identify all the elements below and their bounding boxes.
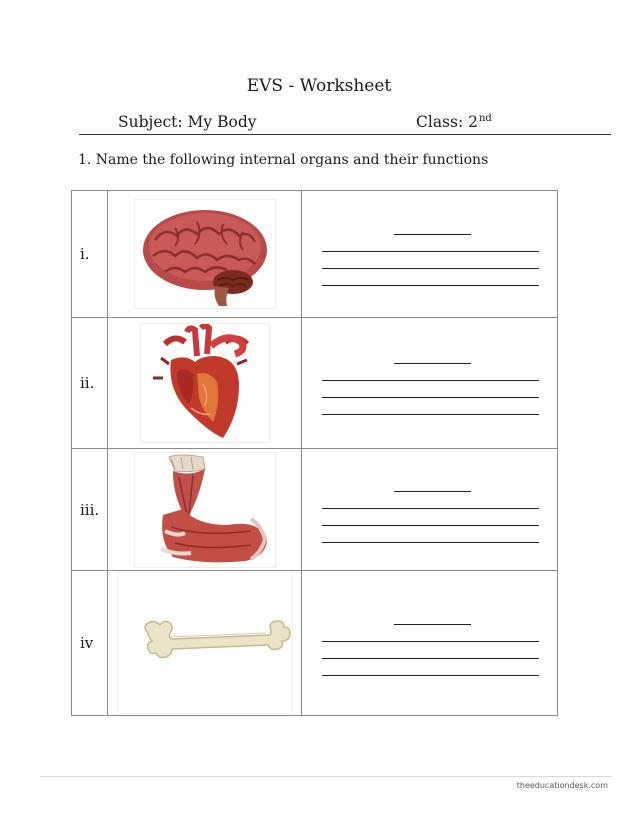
brain-image <box>134 199 276 309</box>
arm-muscles-image <box>134 452 276 568</box>
answer-line[interactable] <box>322 251 539 252</box>
class-text: Class: 2 <box>416 113 478 131</box>
answer-line[interactable] <box>322 675 539 676</box>
answer-name-line[interactable] <box>394 624 471 625</box>
row-number: iv <box>72 571 108 716</box>
answer-line[interactable] <box>322 641 539 642</box>
answer-line[interactable] <box>322 658 539 659</box>
answer-line[interactable] <box>322 525 539 526</box>
heart-image <box>140 323 270 443</box>
image-cell <box>108 449 302 571</box>
answer-line[interactable] <box>322 285 539 286</box>
image-cell <box>108 318 302 449</box>
row-number: iii. <box>72 449 108 571</box>
answer-line[interactable] <box>322 397 539 398</box>
image-cell <box>108 571 302 716</box>
image-cell <box>108 191 302 318</box>
bone-image <box>117 572 293 714</box>
table-row <box>72 318 558 449</box>
worksheet-table <box>71 190 558 716</box>
header-divider <box>79 134 611 135</box>
answer-name-line[interactable] <box>394 234 471 235</box>
page-title: EVS - Worksheet <box>246 76 392 96</box>
answer-line[interactable] <box>322 542 539 543</box>
table-row <box>72 191 558 318</box>
subject-label: Subject: My Body <box>118 113 257 131</box>
footer-text: theeducationdesk.com <box>516 781 608 790</box>
table-row <box>72 449 558 571</box>
answer-line[interactable] <box>322 268 539 269</box>
class-superscript: nd <box>478 113 492 124</box>
answer-cell <box>302 191 558 318</box>
question-text: 1. Name the following internal organs and their functions <box>78 152 489 168</box>
answer-name-line[interactable] <box>394 491 471 492</box>
row-number: i. <box>72 191 108 318</box>
row-number: ii. <box>72 318 108 449</box>
answer-cell <box>302 318 558 449</box>
table-row <box>72 571 558 716</box>
answer-line[interactable] <box>322 380 539 381</box>
answer-cell <box>302 571 558 716</box>
answer-line[interactable] <box>322 414 539 415</box>
answer-line[interactable] <box>322 508 539 509</box>
class-label <box>416 113 492 131</box>
footer-divider <box>40 776 612 777</box>
answer-cell <box>302 449 558 571</box>
answer-name-line[interactable] <box>394 363 471 364</box>
